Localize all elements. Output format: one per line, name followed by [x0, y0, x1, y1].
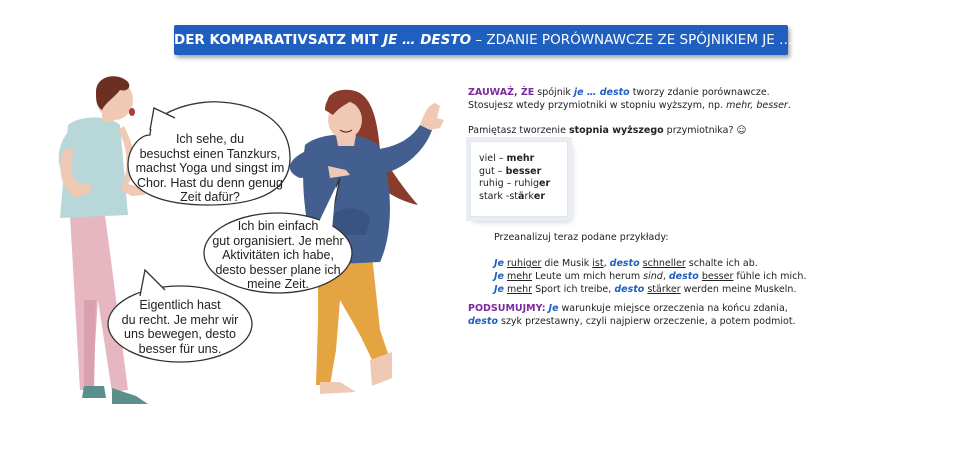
- bubble-line: du recht. Je mehr wir: [121, 312, 239, 327]
- comparative-row: [479, 191, 567, 204]
- comparative-word: besser: [701, 271, 734, 282]
- comparative-bold: er: [539, 178, 551, 189]
- note-text: przymiotnika? ☺: [663, 125, 747, 136]
- comparative-bold: mehr: [506, 153, 535, 164]
- verb-word: ist: [592, 258, 604, 269]
- comparative-word: ruhiger: [507, 258, 542, 269]
- bubble-2-text: [204, 219, 352, 292]
- comparative-row: [479, 166, 567, 179]
- comparative-word: schneller: [642, 258, 686, 269]
- example-text: schalte ich ab.: [685, 258, 758, 269]
- note-bold: stopnia wyższego: [568, 125, 664, 136]
- bubble-line: Ich sehe, du: [175, 132, 245, 146]
- comparative-base: gut –: [479, 165, 506, 177]
- note-text: tworzy zdanie porównawcze.: [629, 87, 770, 98]
- note-text: Stosujesz wtedy przymiotniki w stopniu wyższym, np.: [468, 100, 727, 111]
- comparative-base: ruhig – ruhig: [479, 178, 540, 189]
- example-text: fühle ich mich.: [733, 271, 807, 282]
- summary-line-2: [468, 315, 948, 328]
- comparative-row: [479, 153, 567, 166]
- bubble-1-text: [130, 132, 290, 205]
- note-label: ZAUWAŻ, ŻE: [468, 87, 535, 98]
- note-conjunction: je … desto: [573, 87, 630, 98]
- examples-intro: Przeanalizuj teraz podane przykłady:: [494, 232, 669, 243]
- desto-word: desto: [468, 316, 498, 327]
- comparative-bold: ä: [518, 190, 525, 202]
- bubble-line: machst Yoga und singst im: [135, 161, 285, 175]
- je-word: Je: [494, 258, 504, 269]
- note-text: spójnik: [534, 87, 574, 98]
- example-text: Leute um mich herum: [532, 271, 644, 282]
- comparative-word: stärker: [647, 284, 681, 295]
- note-block: [468, 86, 948, 137]
- page-title: [174, 25, 844, 55]
- example-2: [494, 270, 806, 283]
- comparative-post: rk: [524, 190, 534, 202]
- example-1: [494, 257, 806, 270]
- example-text: Sport ich treibe,: [532, 284, 615, 295]
- note-question: [468, 124, 948, 137]
- bubble-line: Ich bin einfach: [237, 219, 319, 233]
- verb-word: sind: [643, 271, 663, 282]
- comparative-base: viel –: [479, 153, 507, 164]
- title-part-1: DER KOMPARATIVSATZ MIT: [174, 32, 384, 48]
- title-italic: JE … DESTO: [383, 32, 472, 48]
- summary-block: [468, 302, 948, 328]
- example-text: werden meine Muskeln.: [680, 284, 797, 295]
- bubble-line: Eigentlich hast: [139, 298, 221, 312]
- example-text: die Musik: [541, 258, 593, 269]
- bubble-line: Zeit dafür?: [180, 190, 240, 204]
- title-part-2: – ZDANIE PORÓWNAWCZE ZE SPÓJNIKIEM JE … DESTO: [471, 32, 844, 48]
- comparative-base: stark -st: [479, 190, 519, 202]
- examples-block: [494, 231, 806, 296]
- desto-word: desto: [668, 271, 699, 282]
- bubble-line: besser für uns.: [138, 341, 222, 356]
- bubble-line: besuchst einen Tanzkurs,: [139, 146, 281, 161]
- bubble-line: desto besser plane ich: [215, 262, 341, 277]
- desto-word: desto: [614, 284, 645, 295]
- note-line-1: [468, 86, 948, 99]
- summary-label: PODSUMUJMY:: [468, 303, 546, 314]
- comparative-bold: er: [533, 190, 546, 202]
- je-word: Je: [548, 303, 559, 314]
- desto-word: desto: [609, 258, 640, 269]
- comparative-word: mehr: [507, 271, 533, 282]
- comparatives-box: [470, 141, 568, 217]
- example-text: ,: [662, 271, 669, 282]
- bubble-line: Chor. Hast du denn genug: [137, 175, 283, 190]
- example-3: [494, 283, 806, 296]
- bubble-line: Aktivitäten ich habe,: [222, 248, 334, 262]
- je-word: Je: [494, 284, 504, 295]
- bubble-line: gut organisiert. Je mehr: [212, 233, 344, 248]
- bubble-line: uns bewegen, desto: [124, 327, 236, 341]
- bubble-line: meine Zeit.: [247, 277, 309, 291]
- comparative-word: mehr: [507, 284, 533, 295]
- comparative-bold: besser: [505, 165, 542, 177]
- summary-text: warunkuje miejsce orzeczenia na końcu zdania,: [558, 303, 788, 314]
- comparative-row: [479, 178, 567, 191]
- summary-line-1: [468, 302, 948, 315]
- example-text: ,: [603, 258, 610, 269]
- summary-text: szyk przestawny, czyli najpierw orzeczenie, a potem podmiot.: [497, 316, 796, 327]
- note-text: Pamiętasz tworzenie: [468, 125, 569, 136]
- bubble-3-text: [110, 298, 250, 356]
- je-word: Je: [494, 271, 504, 282]
- note-text: .: [787, 100, 791, 111]
- note-line-2: [468, 99, 948, 112]
- note-example: mehr, besser: [726, 100, 788, 111]
